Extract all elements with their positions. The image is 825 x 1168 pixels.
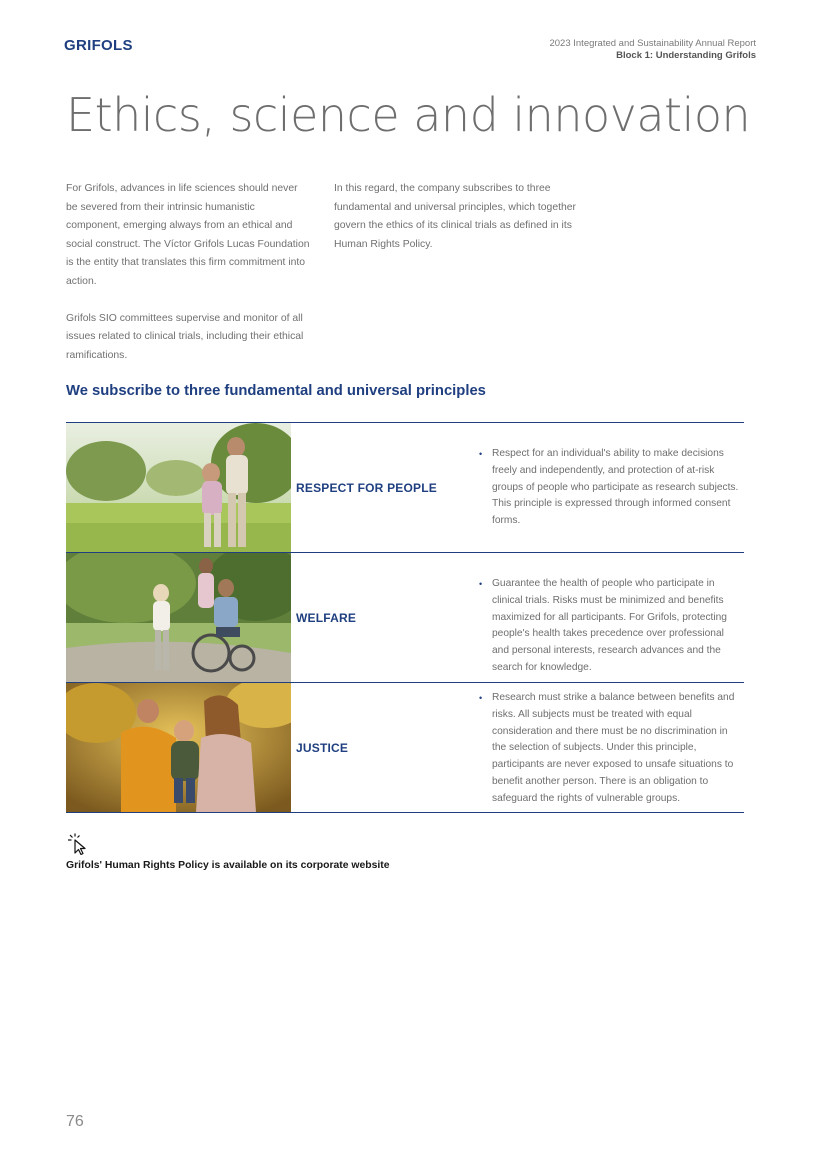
principle-title: JUSTICE bbox=[296, 740, 349, 755]
principle-row-welfare bbox=[66, 552, 744, 682]
click-cursor-icon bbox=[66, 833, 90, 855]
principle-description-text: Research must strike a balance between benefits and risks. All subjects must be treated with equal consideration and there must be no discrimination in the selection of subjects. Under this principle, participants are never exposed to unsafe situations to benefit another person. There is an obligation to safeguard the rights of vulnerable groups. bbox=[492, 692, 735, 804]
photo-family-wheelchair-park bbox=[66, 553, 291, 682]
photo-elderly-couple-park bbox=[66, 423, 291, 552]
human-rights-policy-link[interactable]: Grifols' Human Rights Policy is available on its corporate website bbox=[66, 860, 390, 871]
block-label: Block 1: Understanding Grifols bbox=[616, 50, 756, 61]
principle-description bbox=[479, 690, 741, 808]
principle-row-respect bbox=[66, 422, 744, 552]
photo-family-hug-autumn bbox=[66, 683, 291, 812]
grifols-logo: GRIFOLS bbox=[64, 37, 133, 54]
principle-title: WELFARE bbox=[296, 610, 357, 625]
bullet-icon: • bbox=[479, 449, 483, 459]
bullet-icon: • bbox=[479, 693, 483, 703]
report-title: 2023 Integrated and Sustainability Annual Report bbox=[549, 38, 756, 49]
intro-column-1 bbox=[66, 180, 311, 383]
section-title: We subscribe to three fundamental and universal principles bbox=[66, 383, 486, 399]
bullet-icon: • bbox=[479, 579, 483, 589]
intro-paragraph: Grifols SIO committees supervise and monitor of all issues related to clinical trials, including their ethical ramifications. bbox=[66, 312, 304, 361]
principle-title: RESPECT FOR PEOPLE bbox=[296, 480, 437, 495]
principle-row-justice bbox=[66, 682, 744, 813]
intro-column-2 bbox=[334, 180, 579, 272]
page-title: Ethics, science and innovation bbox=[66, 88, 751, 142]
principle-description-text: Respect for an individual's ability to make decisions freely and independently, and protection of at-risk groups of people who participate as research subjects. This principle is expressed through informed consent forms. bbox=[492, 448, 739, 527]
intro-paragraph: For Grifols, advances in life sciences should never be severed from their intrinsic humanistic component, emerging always from an ethical and social construct. The Víctor Grifols Lucas Foundation is the entity that translates this firm commitment into action. bbox=[66, 183, 310, 287]
principle-description-text: Guarantee the health of people who participate in clinical trials. Risks must be minimized and benefits maximized for all participants. For Grifols, protecting people's health takes precedence over professional and personal interests, research advances and the search for knowledge. bbox=[492, 578, 727, 673]
principle-description bbox=[479, 446, 741, 530]
intro-paragraph: In this regard, the company subscribes to three fundamental and universal principles, which together govern the ethics of its clinical trials as defined in its Human Rights Policy. bbox=[334, 183, 577, 250]
page-number: 76 bbox=[66, 1113, 84, 1130]
principles-table bbox=[66, 422, 744, 813]
report-header bbox=[549, 38, 756, 62]
principle-description bbox=[479, 576, 741, 677]
